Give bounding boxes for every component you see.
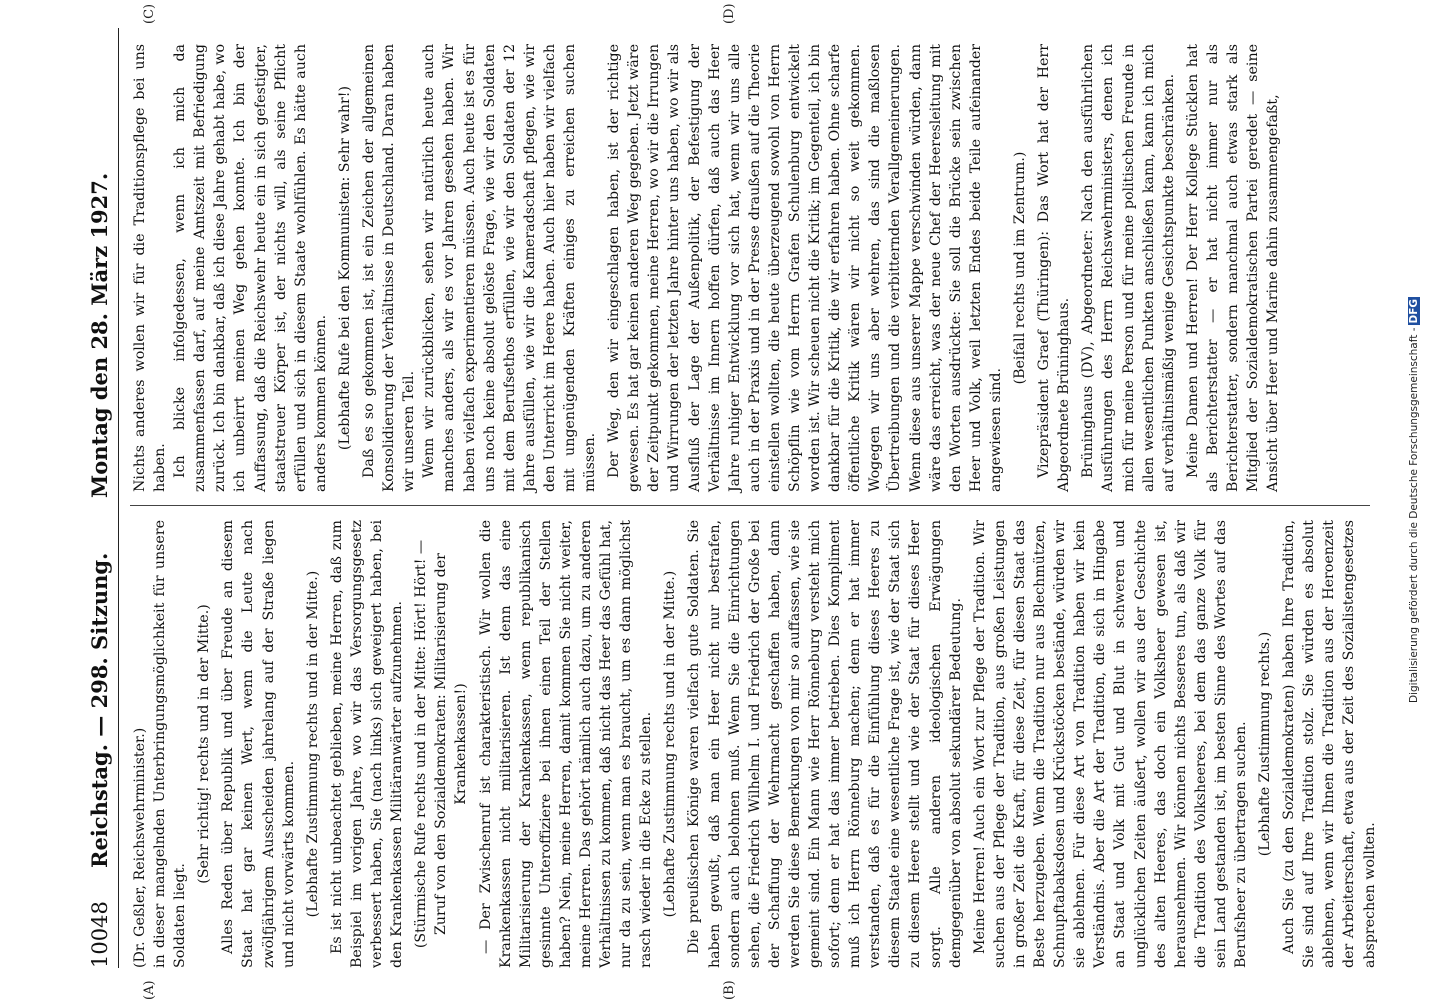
paragraph: Brüninghaus (DV), Abgeordneter: Nach den ausführlichen Ausführungen des Herrn Reichswehrministers, denen ich mich für meine Person und für meine politischen Freunde in allen wesentlichen Punkten anschließen kann, kann ich mich auf verhältnismäßig wenige Gesichtspunkte beschränken. [1080, 44, 1177, 492]
margin-mark-b: (B) [722, 980, 737, 1000]
column-divider [130, 505, 1370, 506]
credit-text: Digitalisierung gefördert durch die Deutsche Forschungsgemeinschaft - [1408, 327, 1420, 704]
page-content [82, 3, 1382, 1000]
interjection: (Lebhafte Zustimmung rechts und in der Mitte.) [304, 570, 321, 918]
paragraph: Der Weg, den wir eingeschlagen haben, ist der richtige gewesen. Es hat gar keinen anderen Weg gegeben. Jetzt wäre der Zeitpunkt gekommen, meine Herren, wo wir die Irrungen und Wirrungen der letzten Jahre hinter uns haben, wo wir als Ausfluß der Lage der Außenpolitik, der Befestigung der Verhältnisse im Innern hoffen dürfen, daß auch das Heer Jahre ruhiger Entwicklung vor sich hat, wenn wir uns alle auch in der Praxis und in der Presse draußen auf die Theorie einstellen wollten, die heute überzeugend sowohl von Herrn Schöpflin wie vom Herrn Grafen Schulenburg entwickelt worden ist. Wir scheuen nicht die Kritik; im Gegenteil, ich bin dankbar für die Kritik, die wir erfahren haben. Ohne scharfe öffentliche Kritik wären wir nicht so weit gekommen. Wogegen wir uns aber wehren, das sind die maßlosen Übertreibungen und die verbitternden Verallgemeinerungen. Wenn diese aus unserer Mappe verschwinden würden, dann wäre das erreicht, was der neue Chef der Heeresleitung mit den Worten ausdrückte: Sie soll die Brücke sein zwischen Heer und Volk, weil letzten Endes beide Teile aufeinander angewiesen sind. [606, 44, 1004, 492]
paragraph: Ich blicke infolgedessen, wenn ich mich da zusammenfassen darf, auf meine Amtszeit mit Befriedigung zurück. Ich bin dankbar, daß ich diese Jahre gehabt habe, wo ich unbeirrt meinen Weg gehen konnte. Ich bin der Auffassung, daß die Reichswehr heute ein in sich gefestigter, staatstreuer Körper ist, der nichts will, als seine Pflicht erfüllen und sich in diesem Staate wohlfühlen. Es hätte auch anders kommen können. [172, 44, 329, 492]
paragraph: Nichts anderes wollen wir für die Traditionspflege bei uns haben. [132, 44, 169, 492]
paragraph: Daß es so gekommen ist, ist ein Zeichen der allgemeinen Konsolidierung der Verhältnisse in Deutschland. Daran haben wir unseren Teil. [361, 44, 418, 492]
dfg-logo: DFG [1408, 298, 1420, 324]
interjection: (Lebhafte Zustimmung rechts und in der Mitte.) [662, 570, 679, 918]
interjection: (Stürmische Rufe rechts und in der Mitte: Hört! Hört! — Zuruf von den Sozialdemokraten: Militarisierung der Krankenkassen!) [413, 539, 470, 949]
page-number: 10048 [88, 901, 112, 968]
margin-mark-a: (A) [142, 980, 157, 1000]
session-date: Montag den 28. März 1927. [87, 172, 112, 498]
paragraph: in dieser mangelnden Unterbringungsmöglichkeit für unsere Soldaten liegt. [152, 520, 189, 968]
left-column [130, 520, 1380, 968]
paragraph: — Der Zwischenruf ist charakteristisch. Wir wollen die Krankenkassen nicht militarisieren. Ist denn das eine Militarisierung der Krankenkassen, wenn republikanisch gesinnte Unteroffiziere bei ihnen einen Teil der Stellen haben? Nein, meine Herren, damit kommen Sie nicht weiter, meine Herren. Das gehört nämlich auch dazu, um zu anderen Verhältnissen zu kommen, daß nicht das Heer das Gefühl hat, nur da zu sein, wenn man es braucht, um es dann möglichst rasch wieder in die Ecke zu stellen. [477, 520, 655, 968]
page-header [82, 28, 119, 968]
digitization-credit [1408, 297, 1420, 703]
interjection: (Sehr richtig! rechts und in der Mitte.) [196, 604, 213, 884]
interjection: (Lebhafte Rufe bei den Kommunisten: Sehr wahr!) [336, 85, 353, 451]
speaker-line: (Dr. Geßler, Reichswehrminister.) [132, 727, 148, 968]
paragraph: Es ist nicht unbeachtet geblieben, meine Herren, daß zum Beispiel im vorigen Jahre, wo wir das Versorgungsgesetz verbessert haben, Sie (nach links) sich geweigert haben, bei den Krankenkassen Militäranwärter aufzunehmen. [328, 520, 406, 968]
paragraph: Meine Damen und Herren! Der Herr Kollege Stücklen hat als Berichterstatter — er hat nicht immer nur als Berichterstatter, sondern manchmal auch etwas stark als Mitglied der Sozialdemokratischen Partei geredet — seine Ansicht über Heer und Marine dahin zusammengefaßt, [1184, 44, 1282, 492]
session-title: Reichstag. — 298. Sitzung. [87, 552, 112, 868]
interjection: (Beifall rechts und im Zentrum.) [1012, 151, 1029, 385]
paragraph: Vizepräsident Graef (Thüringen): Das Wort hat der Herr Abgeordnete Brüninghaus. [1036, 44, 1073, 492]
paragraph: Wenn wir zurückblicken, sehen wir natürlich heute auch manches anders, als wir es vor Jahren gesehen haben. Wir haben vielfach experimentieren müssen. Auch heute ist es für uns noch keine absolut gelöste Frage, wie wir den Soldaten mit dem Berufsethos erfüllen, wie wir den Soldaten der 12 Jahre ausfüllen, wie wir die Kameradschaft pflegen, wie wir den Unterricht im Heere haben. Auch hier haben wir vielfach mit ungenügenden Kräften einiges zu erreichen suchen müssen. [421, 44, 599, 492]
margin-mark-c: (C) [142, 3, 157, 24]
interjection: (Lebhafte Zustimmung rechts.) [1257, 631, 1274, 857]
paragraph: Auch Sie (zu den Sozialdemokraten) haben Ihre Tradition, Sie sind auf Ihre Tradition stolz. Sie würden es absolut ablehnen, wenn wir Ihnen die Tradition aus der Heroenzeit der Arbeiterschaft, etwa aus der Zeit des Sozialistengesetzes absprechen wollten. [1281, 520, 1378, 968]
paragraph: Alles Reden über Republik und über Freude an diesem Staat hat gar keinen Wert, wenn die Leute nach zwölfjährigem Ausscheiden jahrelang auf der Straße liegen und nicht vorwärts kommen. [220, 520, 297, 968]
margin-mark-d: (D) [722, 3, 737, 24]
right-column [130, 44, 1283, 492]
paragraph: Die preußischen Könige waren vielfach gute Soldaten. Sie haben gewußt, daß man ein Heer nicht nur bestrafen, sondern auch belohnen muß. Wenn Sie die Einrichtungen sehen, die Friedrich Wilhelm I. und Friedrich der Große bei der Schaffung der Wehrmacht geschaffen haben, dann werden Sie diese Bemerkungen von mir so auffassen, wie sie gemeint sind. Ein Mann wie Herr Rönneburg versteht mich sofort; denn er hat das immer betrieben. Dies Kompliment muß ich Herrn Rönneburg machen; denn er hat immer verstanden, daß es für die Einfühlung dieses Heeres zu diesem Staate eine wesentliche Frage ist, wie der Staat sich zu diesem Heere stellt und wie der Staat für dieses Heer sorgt. Alle anderen ideologischen Erwägungen demgegenüber von absolut sekundärer Bedeutung. [686, 520, 964, 968]
paragraph: Meine Herren! Auch ein Wort zur Pflege der Tradition. Wir suchen aus der Pflege der Tradition, aus großen Leistungen in großer Zeit die Kraft, für diese Zeit, für diesen Staat das Beste herzugeben. Wenn die Tradition nur aus Blechmützen, Schnupftabaksdosen und Krückstöcken bestände, würden wir sie ablehnen. Für diese Art von Tradition haben wir kein Verständnis. Aber die Art der Tradition, die sich in Hingabe an Staat und Volk mit Gut und Blut in schweren und unglücklichen Zeiten äußert, wollen wir aus der Geschichte des alten Heeres, das doch ein Volksheer gewesen ist, herausnehmen. Wir können nichts Besseres tun, als daß wir die Tradition des Volksheeres, bei dem das ganze Volk für sein Land gestanden ist, im besten Sinne des Wortes auf das Berufsheer zu übertragen suchen. [971, 520, 1249, 968]
